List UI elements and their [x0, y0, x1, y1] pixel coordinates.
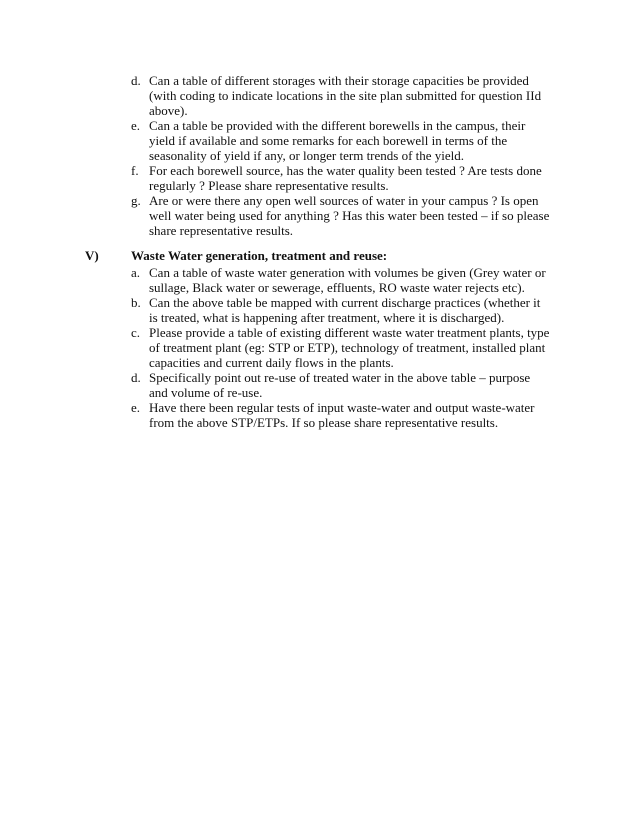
section-title: Waste Water generation, treatment and reuse:: [131, 248, 388, 263]
list-item: [131, 163, 551, 193]
list-item-text: Can the above table be mapped with current discharge practices (whether it is treated, what is happening after treatment, where it is discharged).: [149, 295, 541, 325]
list-marker: e.: [131, 400, 141, 415]
list-marker: e.: [131, 118, 141, 133]
list-item-text: Can a table be provided with the different borewells in the campus, their yield if available and some remarks for each borewell in terms of the seasonality of yield if any, or longer term trends of the yield.: [149, 118, 526, 163]
list-marker: b.: [131, 295, 141, 310]
list-marker: g.: [131, 193, 141, 208]
list-item: [131, 118, 551, 163]
list-item-text: Can a table of waste water generation with volumes be given (Grey water or sullage, Black water or sewerage, effluents, RO waste water rejects etc).: [149, 265, 546, 295]
list-item-text: Please provide a table of existing different waste water treatment plants, type of treatment plant (eg: STP or ETP), technology of treatment, installed plant capacities and current daily flows in the plants.: [149, 325, 550, 370]
list-item: [131, 295, 551, 325]
list-marker: d.: [131, 73, 141, 88]
list-item-text: Are or were there any open well sources of water in your campus ? Is open well water being used for anything ? Has this water been tested – if so please share representative results.: [149, 193, 550, 238]
list-item-text: Have there been regular tests of input waste-water and output waste-water from the above STP/ETPs. If so please share representative results.: [149, 400, 535, 430]
list-item: [131, 73, 551, 118]
question-list-iv: [131, 73, 551, 238]
list-item-text: Specifically point out re-use of treated water in the above table – purpose and volume of re-use.: [149, 370, 531, 400]
list-item-text: For each borewell source, has the water quality been tested ? Are tests done regularly ? Please share representative results.: [149, 163, 542, 193]
list-item-text: Can a table of different storages with their storage capacities be provided (with coding to indicate locations in the site plan submitted for question IId above).: [149, 73, 542, 118]
list-marker: c.: [131, 325, 141, 340]
list-item: [131, 193, 551, 238]
list-marker: f.: [131, 163, 139, 178]
list-marker: d.: [131, 370, 141, 385]
list-item: [131, 265, 551, 295]
list-item: [131, 370, 551, 400]
list-marker: a.: [131, 265, 141, 280]
section-number: V): [85, 248, 99, 263]
list-item: [131, 400, 551, 430]
question-list-v: [131, 265, 551, 430]
list-item: [131, 325, 551, 370]
